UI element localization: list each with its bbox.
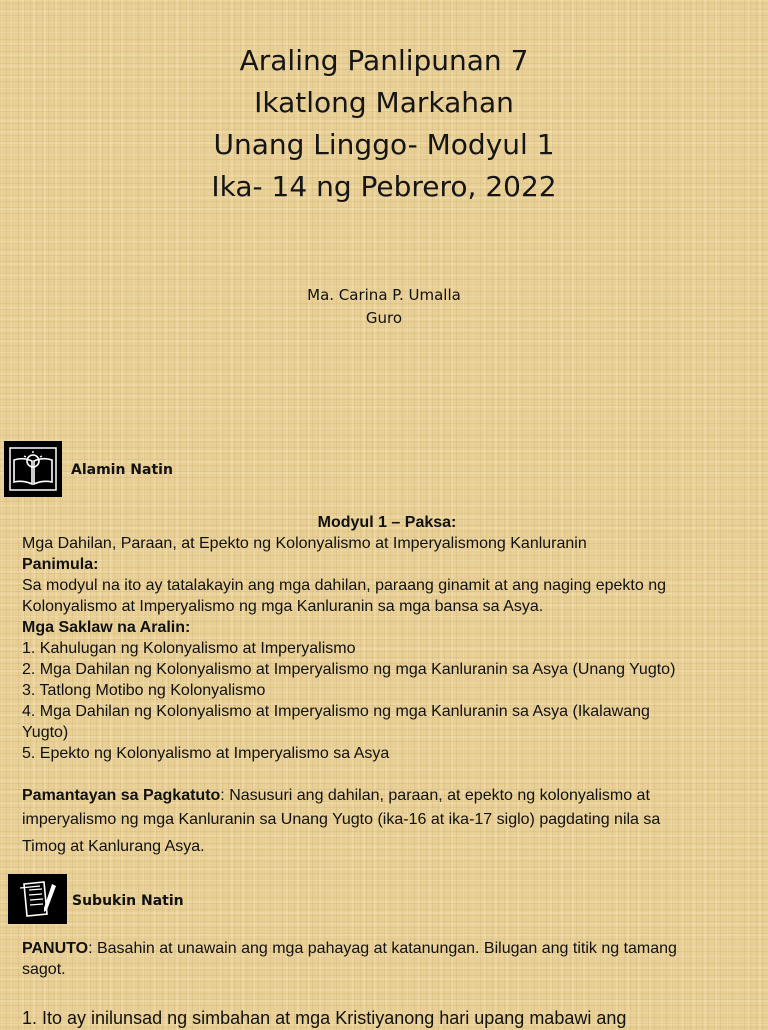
subukin-label: Subukin Natin	[72, 893, 184, 909]
author-name: Ma. Carina P. Umalla	[307, 286, 461, 304]
subject-title: Araling Panlipunan 7	[239, 44, 529, 77]
author-role: Guro	[365, 309, 403, 327]
intro-line-1: Sa modyul na ito ay tatalakayin ang mga dahilan, paraang ginamit at ang naging epekto ng	[22, 577, 666, 594]
intro-line-2: Kolonyalismo at Imperyalismo ng mga Kanluranin sa mga bansa sa Asya.	[22, 598, 544, 615]
book-lightbulb-icon	[4, 441, 62, 497]
standard-heading: Pamantayan sa Pagkatuto	[22, 787, 221, 804]
alamin-content	[22, 512, 752, 764]
instruction-heading: PANUTO	[22, 940, 89, 957]
question-1: 1. Ito ay inilunsad ng simbahan at mga Kristiyanong hari upang mabawi ang	[22, 1008, 627, 1028]
author-block	[0, 284, 768, 330]
standard-line-1: : Nasusuri ang dahilan, paraan, at epekto ng kolonyalismo at	[220, 787, 650, 804]
week-module-title: Unang Linggo- Modyul 1	[213, 128, 555, 161]
title-block	[0, 40, 768, 208]
scope-item: 3. Tatlong Motibo ng Kolonyalismo	[22, 682, 266, 699]
module-heading: Modyul 1 – Paksa:	[317, 514, 457, 531]
learning-standard	[22, 784, 752, 859]
paper-pencil-icon	[8, 874, 67, 924]
instruction-line-2: sagot.	[22, 961, 66, 978]
scope-heading: Mga Saklaw na Aralin:	[22, 619, 191, 636]
standard-line-3: Timog at Kanlurang Asya.	[22, 838, 205, 855]
scope-item: 4. Mga Dahilan ng Kolonyalismo at Imperyalismo ng mga Kanluranin sa Asya (Ikalawang	[22, 703, 650, 720]
scope-item: 2. Mga Dahilan ng Kolonyalismo at Imperyalismo ng mga Kanluranin sa Asya (Unang Yugto)	[22, 661, 676, 678]
date-title: Ika- 14 ng Pebrero, 2022	[211, 170, 557, 203]
quarter-title: Ikatlong Markahan	[254, 86, 514, 119]
standard-line-2: imperyalismo ng mga Kanluranin sa Unang Yugto (ika-16 at ika-17 siglo) pagdating nila sa	[22, 811, 661, 828]
intro-heading: Panimula:	[22, 556, 99, 573]
scope-item: 5. Epekto ng Kolonyalismo at Imperyalismo sa Asya	[22, 745, 390, 762]
scope-item: 1. Kahulugan ng Kolonyalismo at Imperyalismo	[22, 640, 356, 657]
module-topic: Mga Dahilan, Paraan, at Epekto ng Kolonyalismo at Imperyalismong Kanluranin	[22, 535, 587, 552]
instruction-line-1: : Basahin at unawain ang mga pahayag at katanungan. Bilugan ang titik ng tamang	[88, 940, 677, 957]
scope-item: Yugto)	[22, 724, 69, 741]
alamin-label: Alamin Natin	[71, 462, 173, 478]
instructions	[22, 938, 752, 980]
